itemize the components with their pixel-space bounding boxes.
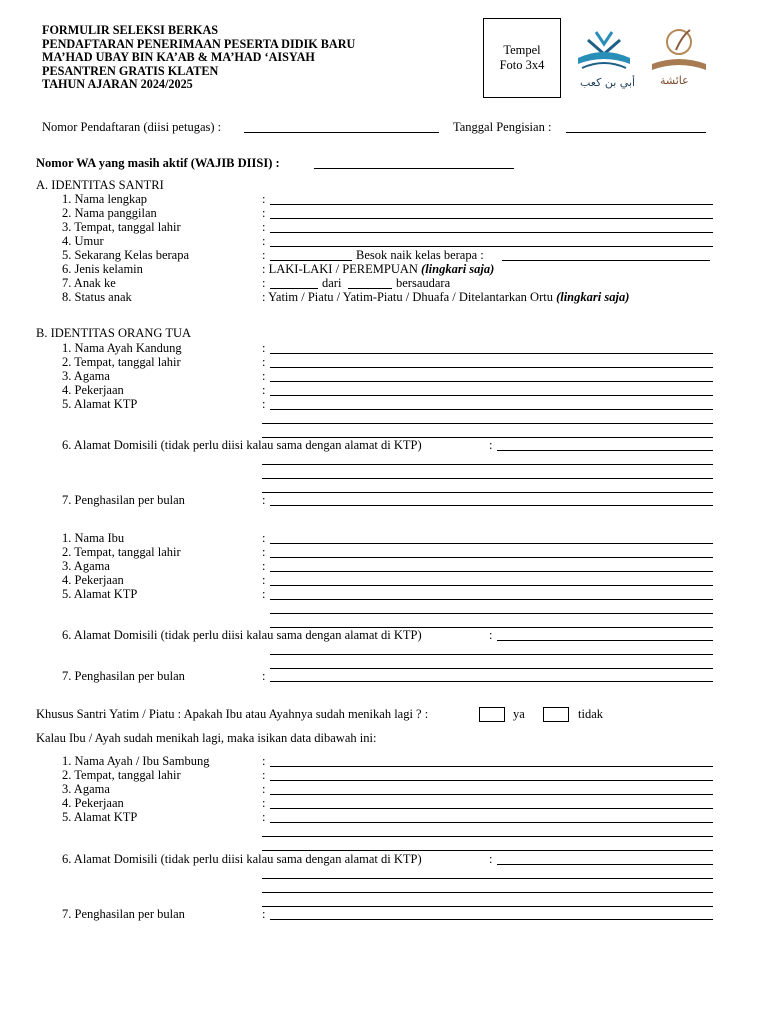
logo-arabic-text: عائشة: [660, 74, 689, 87]
colon: :: [262, 192, 266, 206]
header-line: TAHUN AJARAN 2024/2025: [42, 77, 193, 92]
colon: :: [262, 810, 266, 824]
tidak-checkbox[interactable]: [543, 707, 569, 722]
alamat-ktp-sambung-line[interactable]: [262, 850, 713, 851]
colon: :: [262, 559, 266, 573]
kelas-sekarang-field[interactable]: [270, 260, 352, 261]
ibu-item-label: 2. Tempat, tanggal lahir: [62, 545, 181, 559]
header-line: FORMULIR SELEKSI BERKAS: [42, 23, 219, 37]
nomor-wa-field[interactable]: [314, 168, 514, 169]
ibu-item-label: 5. Alamat KTP: [62, 587, 138, 601]
domisili-ibu-field[interactable]: [497, 640, 713, 641]
sambung-item-label: 3. Agama: [62, 782, 110, 796]
ayah-item-label: 5. Alamat KTP: [62, 397, 138, 411]
alamat-ktp-sambung-line[interactable]: [262, 836, 713, 837]
nama-sambung-field[interactable]: [270, 766, 713, 767]
colon: :: [262, 587, 266, 601]
pekerjaan-ayah-field[interactable]: [270, 395, 713, 396]
ayah-domisili-label: 6. Alamat Domisili (tidak perlu diisi kalau sama dengan alamat di KTP): [62, 438, 422, 452]
umur-field[interactable]: [270, 246, 713, 247]
ayah-item-label: 3. Agama: [62, 369, 110, 383]
colon: :: [262, 248, 266, 262]
ayah-penghasilan-label: 7. Penghasilan per bulan: [62, 493, 185, 507]
photo-label: Foto 3x4: [499, 58, 545, 72]
section-b-title: B. IDENTITAS ORANG TUA: [36, 326, 192, 340]
tanggal-pengisian-field[interactable]: [566, 132, 706, 133]
alamat-ktp-ayah-line[interactable]: [262, 423, 713, 424]
colon: :: [262, 573, 266, 587]
sambung-penghasilan-label: 7. Penghasilan per bulan: [62, 907, 185, 921]
pekerjaan-sambung-field[interactable]: [270, 808, 713, 809]
ya-checkbox[interactable]: [479, 707, 505, 722]
colon: :: [262, 383, 266, 397]
colon: :: [262, 220, 266, 234]
khusus-question: Khusus Santri Yatim / Piatu : Apakah Ibu atau Ayahnya sudah menikah lagi ? :: [36, 707, 429, 721]
jumlah-saudara-field[interactable]: [348, 288, 392, 289]
colon: :: [262, 782, 266, 796]
ibu-item-label: 3. Agama: [62, 559, 110, 573]
lingkari-note: (lingkari saja): [421, 262, 495, 276]
colon: :: [262, 796, 266, 810]
form-header: [42, 24, 355, 92]
ayah-item-label: 2. Tempat, tanggal lahir: [62, 355, 181, 369]
header-line: PENDAFTARAN PENERIMAAN PESERTA DIDIK BARU: [42, 36, 356, 51]
alamat-ktp-sambung-field[interactable]: [270, 822, 713, 823]
ibu-domisili-label: 6. Alamat Domisili (tidak perlu diisi kalau sama dengan alamat di KTP): [62, 628, 422, 642]
domisili-sambung-line[interactable]: [262, 906, 713, 907]
agama-ibu-field[interactable]: [270, 571, 713, 572]
colon: :: [262, 493, 266, 507]
colon: :: [262, 907, 266, 921]
kelas-besok-label: Besok naik kelas berapa :: [356, 248, 484, 262]
nama-ayah-field[interactable]: [270, 353, 713, 354]
colon: :: [262, 276, 266, 290]
kelas-besok-field[interactable]: [502, 260, 710, 261]
colon: :: [262, 234, 266, 248]
ayah-item-label: 4. Pekerjaan: [62, 383, 124, 397]
sambung-domisili-label: 6. Alamat Domisili (tidak perlu diisi kalau sama dengan alamat di KTP): [62, 852, 422, 866]
anak-ke-field[interactable]: [270, 288, 318, 289]
section-a-title: A. IDENTITAS SANTRI: [36, 178, 164, 192]
nomor-pendaftaran-field[interactable]: [244, 132, 439, 133]
khusus-note: Kalau Ibu / Ayah sudah menikah lagi, maka isikan data dibawah ini:: [36, 731, 377, 745]
agama-sambung-field[interactable]: [270, 794, 713, 795]
sambung-item-label: 5. Alamat KTP: [62, 810, 138, 824]
colon: :: [262, 754, 266, 768]
ayah-item-label: 1. Nama Ayah Kandung: [62, 341, 182, 355]
santri-item-label: 2. Nama panggilan: [62, 206, 157, 220]
nama-lengkap-field[interactable]: [270, 204, 713, 205]
colon: :: [262, 206, 266, 220]
status-anak-options[interactable]: : Yatim / Piatu / Yatim-Piatu / Dhuafa / Ditelantarkan Ortu (lingkari saja): [262, 290, 630, 304]
domisili-sambung-line[interactable]: [262, 878, 713, 879]
colon: :: [262, 369, 266, 383]
logo-arabic-text: أبي بن كعب: [580, 76, 636, 89]
domisili-ayah-line[interactable]: [262, 478, 713, 479]
sambung-item-label: 1. Nama Ayah / Ibu Sambung: [62, 754, 210, 768]
santri-item-label: 6. Jenis kelamin: [62, 262, 143, 276]
santri-item-label: 7. Anak ke: [62, 276, 116, 290]
ttl-ayah-field[interactable]: [270, 367, 713, 368]
colon: :: [489, 628, 493, 642]
colon: :: [489, 852, 493, 866]
nama-ibu-field[interactable]: [270, 543, 713, 544]
domisili-sambung-field[interactable]: [497, 864, 713, 865]
domisili-ayah-field[interactable]: [497, 450, 713, 451]
jenis-kelamin-options[interactable]: : LAKI-LAKI / PEREMPUAN (lingkari saja): [262, 262, 495, 276]
colon: :: [262, 545, 266, 559]
photo-label: Tempel: [503, 43, 541, 57]
anak-dari-label: dari: [322, 276, 342, 290]
domisili-sambung-line[interactable]: [262, 892, 713, 893]
penghasilan-ibu-field[interactable]: [270, 681, 713, 682]
domisili-ayah-line[interactable]: [262, 464, 713, 465]
nomor-pendaftaran-label: Nomor Pendaftaran (diisi petugas) :: [42, 120, 222, 134]
ubay-logo: [574, 26, 634, 96]
penghasilan-ayah-field[interactable]: [270, 505, 713, 506]
lingkari-note: (lingkari saja): [556, 290, 630, 304]
alamat-ktp-ayah-field[interactable]: [270, 409, 713, 410]
ttl-sambung-field[interactable]: [270, 780, 713, 781]
pekerjaan-ibu-field[interactable]: [270, 585, 713, 586]
domisili-ibu-line[interactable]: [270, 654, 713, 655]
alamat-ktp-ibu-line[interactable]: [270, 613, 713, 614]
aisyah-logo: [646, 24, 712, 96]
nomor-wa-label: Nomor WA yang masih aktif (WAJIB DIISI) :: [36, 156, 280, 170]
colon: :: [262, 355, 266, 369]
santri-item-label: 4. Umur: [62, 234, 104, 248]
colon: :: [489, 438, 493, 452]
santri-item-label: 5. Sekarang Kelas berapa: [62, 248, 190, 262]
alamat-ktp-ibu-field[interactable]: [270, 599, 713, 600]
santri-item-label: 8. Status anak: [62, 290, 132, 304]
colon: :: [262, 531, 266, 545]
nama-panggilan-field[interactable]: [270, 218, 713, 219]
agama-ayah-field[interactable]: [270, 381, 713, 382]
tidak-label: tidak: [578, 707, 603, 721]
santri-item-label: 3. Tempat, tanggal lahir: [62, 220, 181, 234]
ibu-item-label: 1. Nama Ibu: [62, 531, 125, 545]
ttl-ibu-field[interactable]: [270, 557, 713, 558]
colon: :: [262, 669, 266, 683]
book-icon: [574, 26, 634, 82]
penghasilan-sambung-field[interactable]: [270, 919, 713, 920]
sambung-item-label: 4. Pekerjaan: [62, 796, 124, 810]
header-line: MA’HAD UBAY BIN KA’AB & MA’HAD ‘AISYAH: [42, 50, 315, 65]
header-line: PESANTREN GRATIS KLATEN: [42, 63, 219, 78]
quill-book-icon: [646, 24, 712, 80]
anak-bersaudara-label: bersaudara: [396, 276, 451, 290]
domisili-ayah-line[interactable]: [262, 492, 713, 493]
colon: :: [262, 768, 266, 782]
tanggal-pengisian-label: Tanggal Pengisian :: [453, 120, 552, 134]
domisili-ibu-line[interactable]: [270, 668, 713, 669]
ibu-item-label: 4. Pekerjaan: [62, 573, 124, 587]
photo-box: [483, 18, 561, 98]
ibu-penghasilan-label: 7. Penghasilan per bulan: [62, 669, 185, 683]
ya-label: ya: [513, 707, 525, 721]
colon: :: [262, 341, 266, 355]
ttl-field[interactable]: [270, 232, 713, 233]
santri-item-label: 1. Nama lengkap: [62, 192, 148, 206]
sambung-item-label: 2. Tempat, tanggal lahir: [62, 768, 181, 782]
colon: :: [262, 397, 266, 411]
